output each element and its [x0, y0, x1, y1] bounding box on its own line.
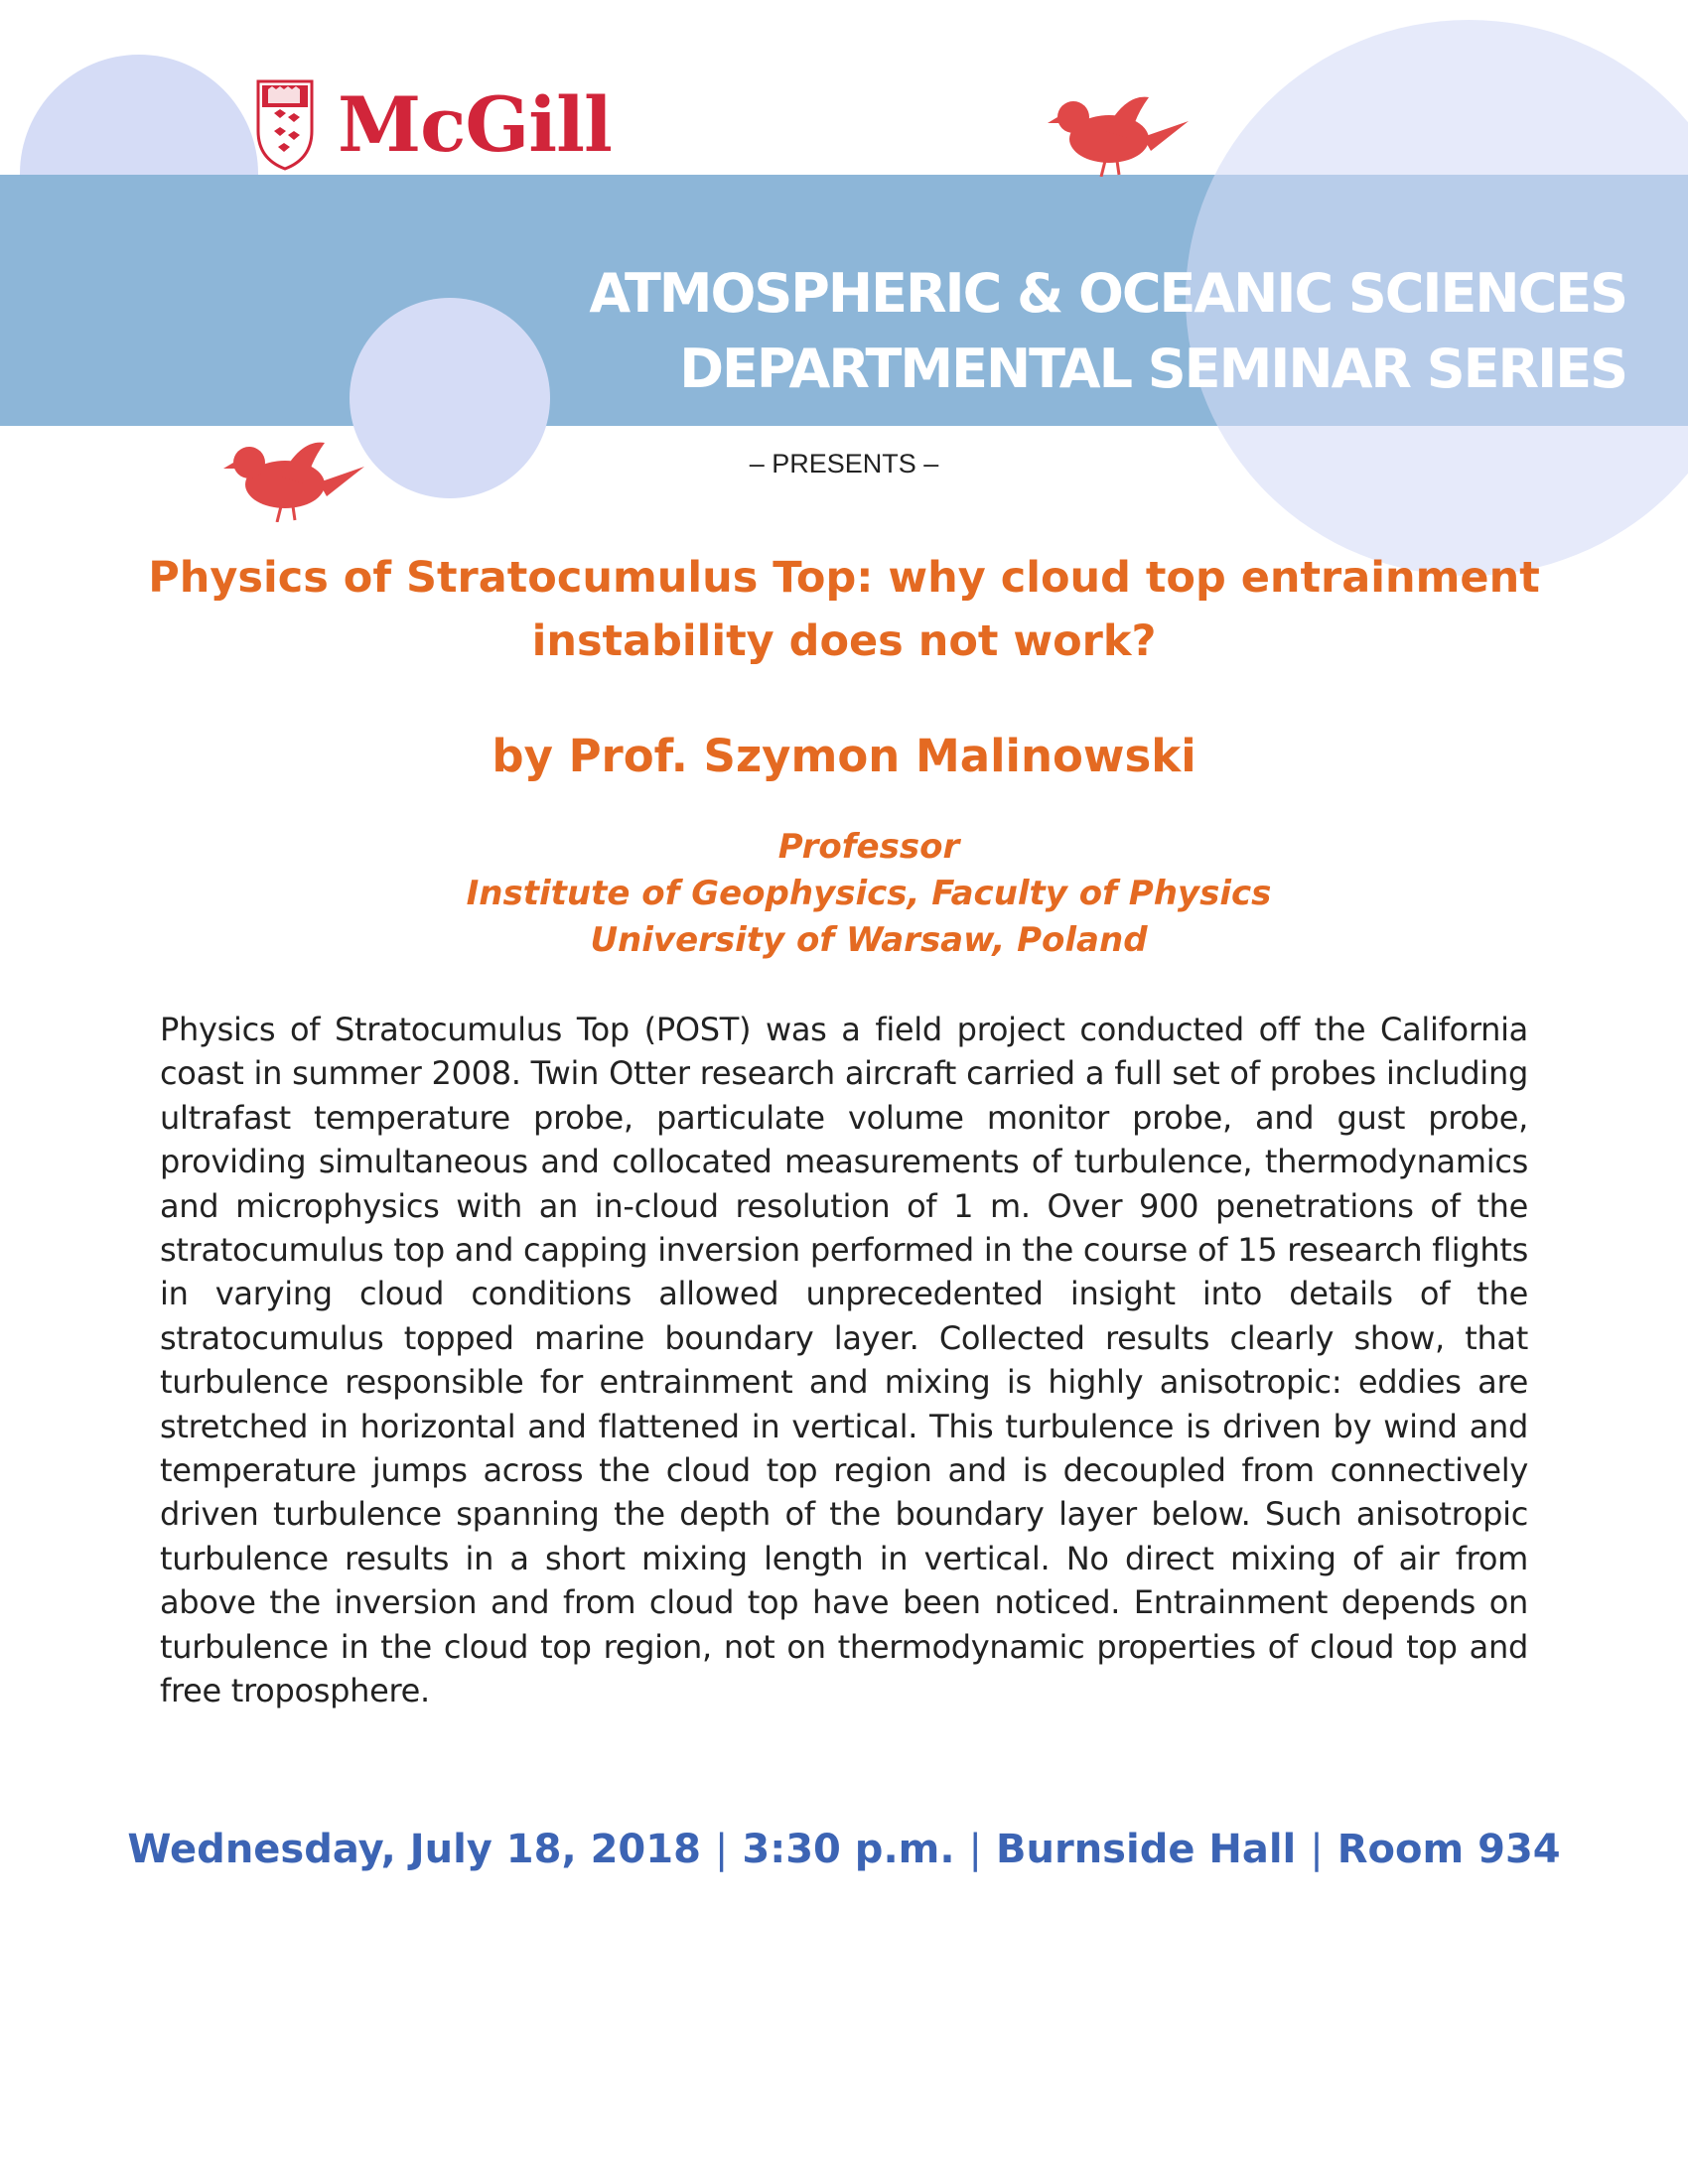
series-title-line-1: ATMOSPHERIC & OCEANIC SCIENCES: [589, 262, 1626, 325]
speaker-position: Professor: [777, 827, 960, 867]
speaker-university: University of Warsaw, Poland: [590, 920, 1148, 960]
talk-title-line-2: instability does not work?: [531, 616, 1157, 666]
event-separator: |: [968, 1827, 982, 1872]
series-title-line-2: DEPARTMENTAL SEMINAR SERIES: [679, 338, 1626, 400]
mcgill-wordmark: McGill: [338, 80, 612, 169]
talk-title-line-1: Physics of Stratocumulus Top: why cloud top entrainment: [148, 553, 1540, 603]
mcgill-crest-icon: [256, 79, 314, 171]
mcgill-logo: [256, 79, 612, 171]
talk-abstract: Physics of Stratocumulus Top (POST) was a field project conducted off the California coast in summer 2008. Twin Otter research aircraft carried a full set of probes including ultrafast temperature probe, particulate volume monitor probe, and gust probe, providing simultaneous and collocated measurements of turbulence, thermodynamics and microphysics with an in-cloud resolution of 1 m. Over 900 penetrations of the stratocumulus top and capping inversion performed in the course of 15 research flights in varying cloud conditions allowed unprecedented insight into details of the stratocumulus topped marine boundary layer. Collected results clearly show, that turbulence responsible for entrainment and mixing is highly anisotropic: eddies are stretched in horizontal and flattened in vertical. This turbulence is driven by wind and temperature jumps across the cloud top region and is decoupled from connectively driven turbulence spanning the depth of the boundary layer below. Such anisotropic turbulence results in a short mixing length in vertical. No direct mixing of air from above the inversion and from cloud top have been noticed. Entrainment depends on turbulence in the cloud top region, not on thermodynamic properties of cloud top and free troposphere.: [160, 1011, 1528, 1710]
event-details: [0, 1827, 1688, 1872]
event-time: 3:30 p.m.: [742, 1827, 955, 1872]
event-building: Burnside Hall: [996, 1827, 1297, 1872]
speaker-name: by Prof. Szymon Malinowski: [492, 730, 1196, 782]
red-bird-icon: [1048, 91, 1189, 177]
talk-title: [119, 546, 1569, 673]
speaker-affiliation: [0, 824, 1688, 964]
speaker-department: Institute of Geophysics, Faculty of Physics: [466, 874, 1272, 913]
presents-label: – PRESENTS –: [749, 449, 939, 478]
seminar-series-title: [589, 256, 1626, 407]
event-separator: |: [1310, 1827, 1324, 1872]
event-room: Room 934: [1336, 1827, 1561, 1872]
event-separator: |: [714, 1827, 729, 1872]
event-date: Wednesday, July 18, 2018: [127, 1827, 701, 1872]
